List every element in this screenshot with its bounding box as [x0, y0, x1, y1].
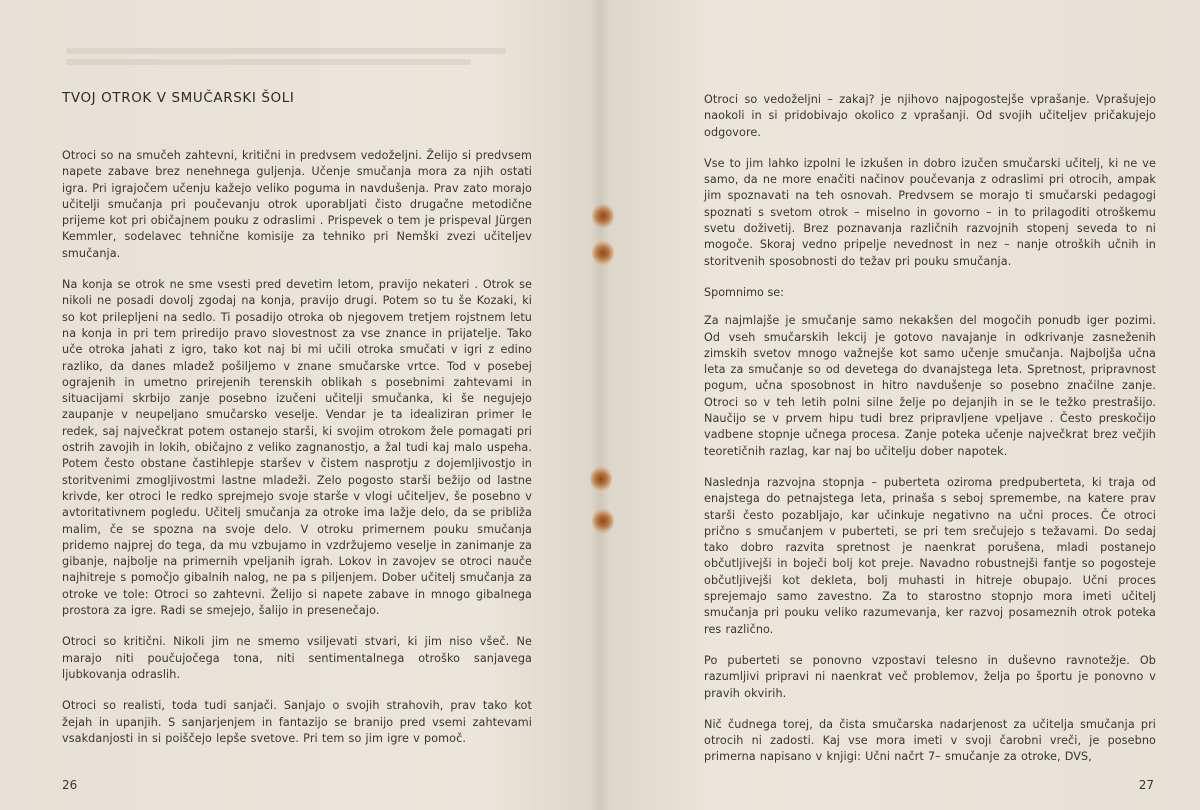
paragraph: Nič čudnega torej, da čista smučarska nadarjenost za učitelja smučanja pri otrocih ni zadosti. Kaj vse mora imeti v svoji čarobni vreči, je posebno primerna napisano v knjigi: Učni načrt 7– smučanje za otroke, DVS, [704, 717, 1156, 764]
right-page [600, 0, 1200, 810]
article-title: TVOJ OTROK V SMUČARSKI ŠOLI [62, 90, 295, 106]
paragraph: Vse to jim lahko izpolni le izkušen in dobro izučen smučarski učitelj, ki ne ve samo, da ne more enačiti načinov poučevanja z odraslimi pri otrocih, ampak jim spoznavati na teh osnovah. Predvsem se morajo ti smučarski pedagogi spoznati s svetom otrok – miselno in govorno – in to prilagoditi otroškemu svetu doživetij. Brez poznavanja različnih razvojnih stopenj seveda to ni mogoče. Skoraj vedno pripelje nevednost in nez – nanje otroških učnih in storitvenih sposobnosti do težav pri pouku smučanja. [704, 156, 1156, 268]
paragraph: Po puberteti se ponovno vzpostavi telesno in duševno ravnotežje. Ob razumljivi pripravi ni naenkrat več problemov, želja po športu je ponovno v pravih okvirih. [704, 653, 1156, 700]
paragraph: Otroci so na smučeh zahtevni, kritični in predvsem vedoželjni. Želijo si predvsem napete zabave brez nenehnega guljenja. Učenje smučanja mora za njih ostati igra. Pri igrajočem učenju kažejo veliko poguma in navdušenja. Prav zato morajo učitelji smučanja pri poučevanju otrok uporabljati čisto drugačne metodične prijeme kot pri običajnem pouku z odraslimi . Prispevek o tem je prispeval Jürgen Kemmler, sodelavec tehnične komisije za tehniko pri Nemški zvezi učiteljev smučanja. [62, 149, 532, 260]
paragraph: Za najmlajše je smučanje samo nekakšen del mogočih ponudb iger pozimi. Od vseh smučarskih lekcij je gotovo navajanje in odkrivanje zasneženih zimskih svetov mnogo važnejše kot samo učenje smučanja. Najboljša učna leta za smučanje so od devetega do dvanajstega leta. Spretnost, pripravnost pogum, učna sposobnost in hitro navdušenje so posebno značilne zanje. Otroci so v teh letih polni silne želje po dejanjih in se le težko prestrašijo. Naučijo se v prvem hipu tudi brez pripravljene vpeljave . Često preskočijo vadbene stopnje učnega procesa. Zanje poteka učenje največkrat brez večjih teoretičnih razlag, kar naj bo učitelju dober napotek. [704, 314, 1156, 458]
paragraph: Na konja se otrok ne sme vsesti pred devetim letom, pravijo nekateri . Otrok se nikoli ne posadi dovolj zgodaj na konja, pravijo drugi. Potem so tu še Kozaki, ki so kot prilepljeni na sedlo. Ti posadijo otroka ob njegovem tretjem rojstnem letu na konja in pri tem priredijo pravo slovestnost za vse znance in prijatelje. Tako uče otroka jahati z igro, tako kot naj bi mi učili otroka smučati v igri z edino razliko, da danes mladež pošiljemo v znane smučarske vrtce. Tod v posebej ograjenih in umetno prirejenih terenskih oblikah s posebnimi zahtevami in situacijami skrbijo zanje posebno izučeni učitelji smučanka, ki še negujejo zaupanje v neupeljano smučarsko veselje. Vendar je ta idealiziran primer le redek, saj največkrat potem ostanejo starši, ki svojim otrokom žele pomagati pri ostrih zavojih in lokih, običajno z veliko zagnanostjo, a žal tudi kaj malo uspeha. Potem često obstane častihlepje staršev v čistem nasprotju z dojemljivostjo in storitvenimi zmogljivostmi lastne mladeži. Zelo pogosto starši bežijo od lastne krivde, ker otroci le redko sprejmejo svoje starše v vlogi učiteljev, še posebno v avtoritativnem pogledu. Učitelj smučanja za otroke ima lažje delo, da se približa malim, če se spozna na svoje delo. V otroku primernem pouku smučanja pridemo najprej do tega, da mu vzbujamo in vzdržujemo veselje in zanimanje za gibanje, najbolje na primernih vpeljanih igrah. Lokov in zavojev se otroci nauče najhitreje s pomočjo gibalnih nalog, ne pa s piljenjem. Dober učitelj smučanja za otroke ve tole: Otroci so zahtevni. Želijo si napete zabave in mnogo gibalnega prostora za igre. Radi se smejejo, šalijo in presenečajo. [62, 278, 532, 618]
section-label: Spomnimo se: [704, 285, 784, 299]
page-number: 27 [1138, 778, 1154, 792]
paragraph: Otroci so realisti, toda tudi sanjači. Sanjajo o svojih strahovih, prav tako kot žejah in upanjih. S sanjarjenjem in fantazijo se branijo pred vsemi zahtevami vsakdanjosti in si poiščejo lepše svetove. Pri tem so jim igre v pomoč. [62, 699, 532, 745]
paragraph: Otroci so kritični. Nikoli jim ne smemo vsiljevati stvari, ki jim niso všeč. Ne marajo niti poučujočega tona, niti sentimentalnega otroško sanjavega ljubkovanja odraslih. [62, 635, 532, 681]
paragraph: Naslednja razvojna stopnja – puberteta oziroma predpuberteta, ki traja od enajstega do petnajstega leta, prinaša s seboj spremembe, na katere prav starši često pozabljajo, kar učinkuje negativno na učni proces. Če otroci prično s smučanjem v puberteti, se pri tem srečujejo s težavami. Do sedaj tako dobro razvita spretnost je naenkrat porušena, mladi postanejo občutljivejši in boječi bolj kot preje. Navadno robustnejši fantje so pogosteje občutljivejši kot dekleta, bolj muhasti in hitreje obupajo. Učni proces sprejemajo samo zavestno. Za to starostno stopnjo mora imeti učitelj smučanja pri pouku veliko razumevanja, ker razvoj posameznih otrok poteka res različno. [704, 475, 1156, 636]
page-number: 26 [62, 778, 78, 792]
paragraph: Otroci so vedoželjni – zakaj? je njihovo najpogostejše vprašanje. Vprašujejo naokoli in si pridobivajo okolico z vprašanji. Od svojih učiteljev pričakujejo odgovore. [704, 93, 1156, 139]
